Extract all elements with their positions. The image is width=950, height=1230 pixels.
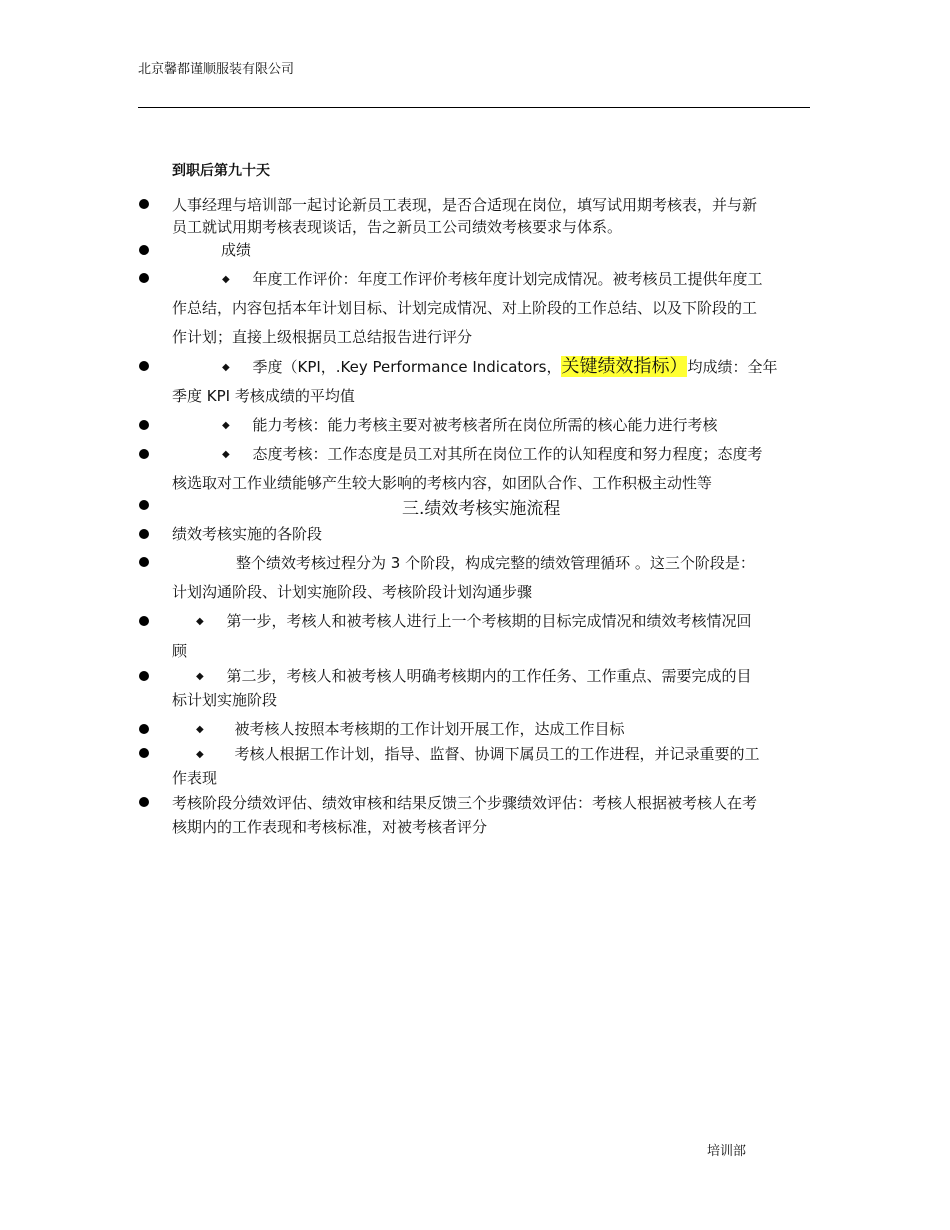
bullet-dot xyxy=(139,449,149,459)
diamond-bullet-icon: ◆ xyxy=(222,274,230,285)
paragraph-line: 绩效考核实施的各阶段 xyxy=(172,525,323,543)
paragraph-line: 顾 xyxy=(172,642,188,660)
paragraph-line: 作计划；直接上级根据员工总结报告进行评分 xyxy=(172,328,473,346)
section-title: 到职后第九十天 xyxy=(172,163,270,179)
paragraph-line: 作表现 xyxy=(172,769,218,787)
diamond-bullet-icon: ◆ xyxy=(222,362,230,373)
bullet-dot xyxy=(139,724,149,734)
paragraph-line: 季度 KPI 考核成绩的平均值 xyxy=(172,387,355,405)
bullet-dot xyxy=(139,245,149,255)
paragraph-line: 标计划实施阶段 xyxy=(172,691,278,709)
bullet-dot xyxy=(139,616,149,626)
bullet-dot xyxy=(139,529,149,539)
paragraph-line: 计划沟通阶段、计划实施阶段、考核阶段计划沟通步骤 xyxy=(172,583,533,601)
paragraph-line: ◆ 季度（KPI，.Key Performance Indicators，关键绩效指标）均成绩：全年 xyxy=(222,356,778,377)
bullet-dot xyxy=(139,671,149,681)
paragraph-line: 成绩 xyxy=(221,241,252,259)
bullet-dot xyxy=(139,199,149,209)
paragraph-line: ◆ 态度考核：工作态度是员工对其所在岗位工作的认知程度和努力程度；态度考 xyxy=(222,445,763,463)
paragraph-line: 考核阶段分绩效评估、绩效审核和结果反馈三个步骤绩效评估：考核人根据被考核人在考 xyxy=(172,794,758,812)
paragraph-line: 人事经理与培训部一起讨论新员工表现，是否合适现在岗位，填写试用期考核表，并与新 xyxy=(172,196,758,214)
company-header: 北京馨都谨顺服装有限公司 xyxy=(138,62,295,77)
paragraph-line: ◆ 第二步，考核人和被考核人明确考核期内的工作任务、工作重点、需要完成的目 xyxy=(196,667,752,685)
diamond-bullet-icon: ◆ xyxy=(222,449,230,460)
paragraph-line: ◆ 考核人根据工作计划，指导、监督、协调下属员工的工作进程，并记录重要的工 xyxy=(196,745,760,763)
paragraph-line: ◆ 第一步，考核人和被考核人进行上一个考核期的目标完成情况和绩效考核情况回 xyxy=(196,612,752,630)
highlighted-term: 关键绩效指标） xyxy=(561,356,688,377)
bullet-dot xyxy=(139,420,149,430)
diamond-bullet-icon: ◆ xyxy=(222,420,230,431)
bullet-dot xyxy=(139,748,149,758)
bullet-dot xyxy=(139,500,149,510)
paragraph-line: ◆ 能力考核：能力考核主要对被考核者所在岗位所需的核心能力进行考核 xyxy=(222,416,718,434)
paragraph-line: 员工就试用期考核表现谈话，告之新员工公司绩效考核要求与体系。 xyxy=(172,218,623,236)
bullet-dot xyxy=(139,361,149,371)
diamond-bullet-icon: ◆ xyxy=(196,671,204,682)
diamond-bullet-icon: ◆ xyxy=(196,749,204,760)
center-heading: 三.绩效考核实施流程 xyxy=(402,499,561,519)
paragraph-line: 核选取对工作业绩能够产生较大影响的考核内容，如团队合作、工作积极主动性等 xyxy=(172,474,713,492)
bullet-dot xyxy=(139,797,149,807)
bullet-dot xyxy=(139,557,149,567)
paragraph-line: 核期内的工作表现和考核标准，对被考核者评分 xyxy=(172,818,488,836)
bullet-dot xyxy=(139,273,149,283)
paragraph-line: ◆ 年度工作评价：年度工作评价考核年度计划完成情况。被考核员工提供年度工 xyxy=(222,270,763,288)
paragraph-line: 作总结，内容包括本年计划目标、计划完成情况、对上阶段的工作总结、以及下阶段的工 xyxy=(172,299,758,317)
footer-department: 培训部 xyxy=(707,1144,747,1159)
header-rule xyxy=(138,107,810,108)
paragraph-line: 整个绩效考核过程分为 3 个阶段，构成完整的绩效管理循环 。这三个阶段是： xyxy=(236,554,755,572)
diamond-bullet-icon: ◆ xyxy=(196,616,204,627)
paragraph-line: ◆ 被考核人按照本考核期的工作计划开展工作，达成工作目标 xyxy=(196,720,625,738)
diamond-bullet-icon: ◆ xyxy=(196,724,204,735)
